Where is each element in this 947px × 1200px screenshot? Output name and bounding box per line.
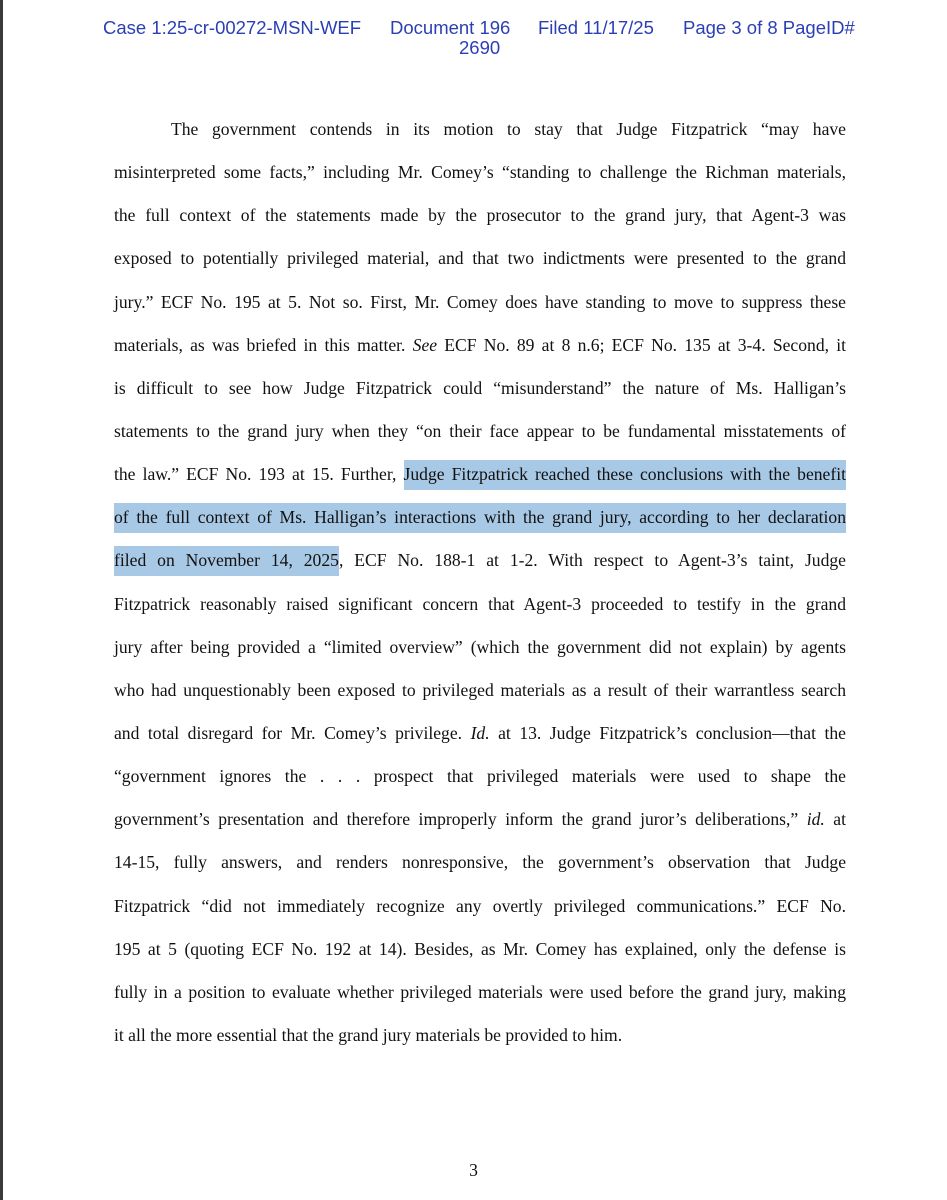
citation-signal: Id. bbox=[470, 722, 490, 743]
text-run: at bbox=[824, 809, 846, 830]
text-line bbox=[114, 324, 846, 367]
text-run: government’s presentation and therefore improperly inform the grand juror’s deliberations,” bbox=[114, 809, 807, 830]
text-line: it all the more essential that the grand jury materials be provided to him. bbox=[114, 1024, 623, 1045]
highlighted-text: Judge Fitzpatrick reached these conclusions with the benefit bbox=[404, 460, 847, 490]
text-line: Fitzpatrick “did not immediately recognize any overtly privileged communications.” ECF No. bbox=[114, 895, 846, 916]
page-left-border bbox=[0, 0, 3, 1200]
text-run: and total disregard for Mr. Comey’s privilege. bbox=[114, 722, 471, 743]
document-body bbox=[114, 108, 846, 1057]
text-line bbox=[114, 539, 846, 582]
text-line bbox=[114, 496, 846, 539]
text-line: misinterpreted some facts,” including Mr. Comey’s “standing to challenge the Richman materials, bbox=[114, 162, 846, 183]
text-line bbox=[114, 798, 846, 841]
text-line: exposed to potentially privileged material, and that two indictments were presented to the grand bbox=[114, 248, 846, 269]
text-line bbox=[114, 712, 846, 755]
text-run: , ECF No. 188-1 at 1-2. With respect to Agent-3’s taint, Judge bbox=[338, 550, 846, 571]
citation-signal: id. bbox=[806, 809, 825, 830]
page-info: Page 3 of 8 PageID# bbox=[683, 17, 855, 38]
text-line: the full context of the statements made by the prosecutor to the grand jury, that Agent-3 was bbox=[114, 205, 846, 226]
text-line: who had unquestionably been exposed to privileged materials as a result of their warrantless search bbox=[114, 679, 846, 700]
text-run: ECF No. 89 at 8 n.6; ECF No. 135 at 3-4. Second, it bbox=[437, 334, 846, 355]
filed-date: Filed 11/17/25 bbox=[538, 17, 654, 38]
text-run: at 13. Judge Fitzpatrick’s conclusion—that the bbox=[489, 722, 846, 743]
text-line: is difficult to see how Judge Fitzpatrick could “misunderstand” the nature of Ms. Halligan’s bbox=[114, 377, 846, 398]
text-run: the law.” ECF No. 193 at 15. Further, bbox=[114, 464, 404, 485]
document-number: Document 196 bbox=[390, 17, 511, 38]
text-line: The government contends in its motion to stay that Judge Fitzpatrick “may have bbox=[171, 119, 846, 139]
case-number: Case 1:25-cr-00272-MSN-WEF bbox=[103, 17, 362, 38]
page-number: 3 bbox=[469, 1160, 478, 1180]
text-line bbox=[114, 453, 846, 496]
text-line: 195 at 5 (quoting ECF No. 192 at 14). Besides, as Mr. Comey has explained, only the defense is bbox=[114, 938, 846, 959]
citation-signal: See bbox=[412, 334, 438, 355]
text-line: “government ignores the . . . prospect that privileged materials were used to shape the bbox=[114, 766, 846, 787]
text-line: fully in a position to evaluate whether privileged materials were used before the grand jury, making bbox=[114, 981, 846, 1002]
text-line: jury.” ECF No. 195 at 5. Not so. First, Mr. Comey does have standing to move to suppress these bbox=[114, 291, 846, 312]
text-line: Fitzpatrick reasonably raised significant concern that Agent-3 proceeded to testify in the grand bbox=[114, 593, 846, 614]
highlighted-text: filed on November 14, 2025 bbox=[114, 546, 339, 576]
text-line: jury after being provided a “limited overview” (which the government did not explain) by agents bbox=[114, 636, 846, 657]
text-run: materials, as was briefed in this matter. bbox=[114, 334, 413, 355]
text-line: statements to the grand jury when they “on their face appear to be fundamental misstatements of bbox=[114, 420, 846, 441]
page-id: 2690 bbox=[459, 37, 501, 58]
text-line: 14-15, fully answers, and renders nonresponsive, the government’s observation that Judge bbox=[114, 852, 846, 873]
highlighted-text: of the full context of Ms. Halligan’s interactions with the grand jury, according to her declaration bbox=[114, 503, 846, 533]
